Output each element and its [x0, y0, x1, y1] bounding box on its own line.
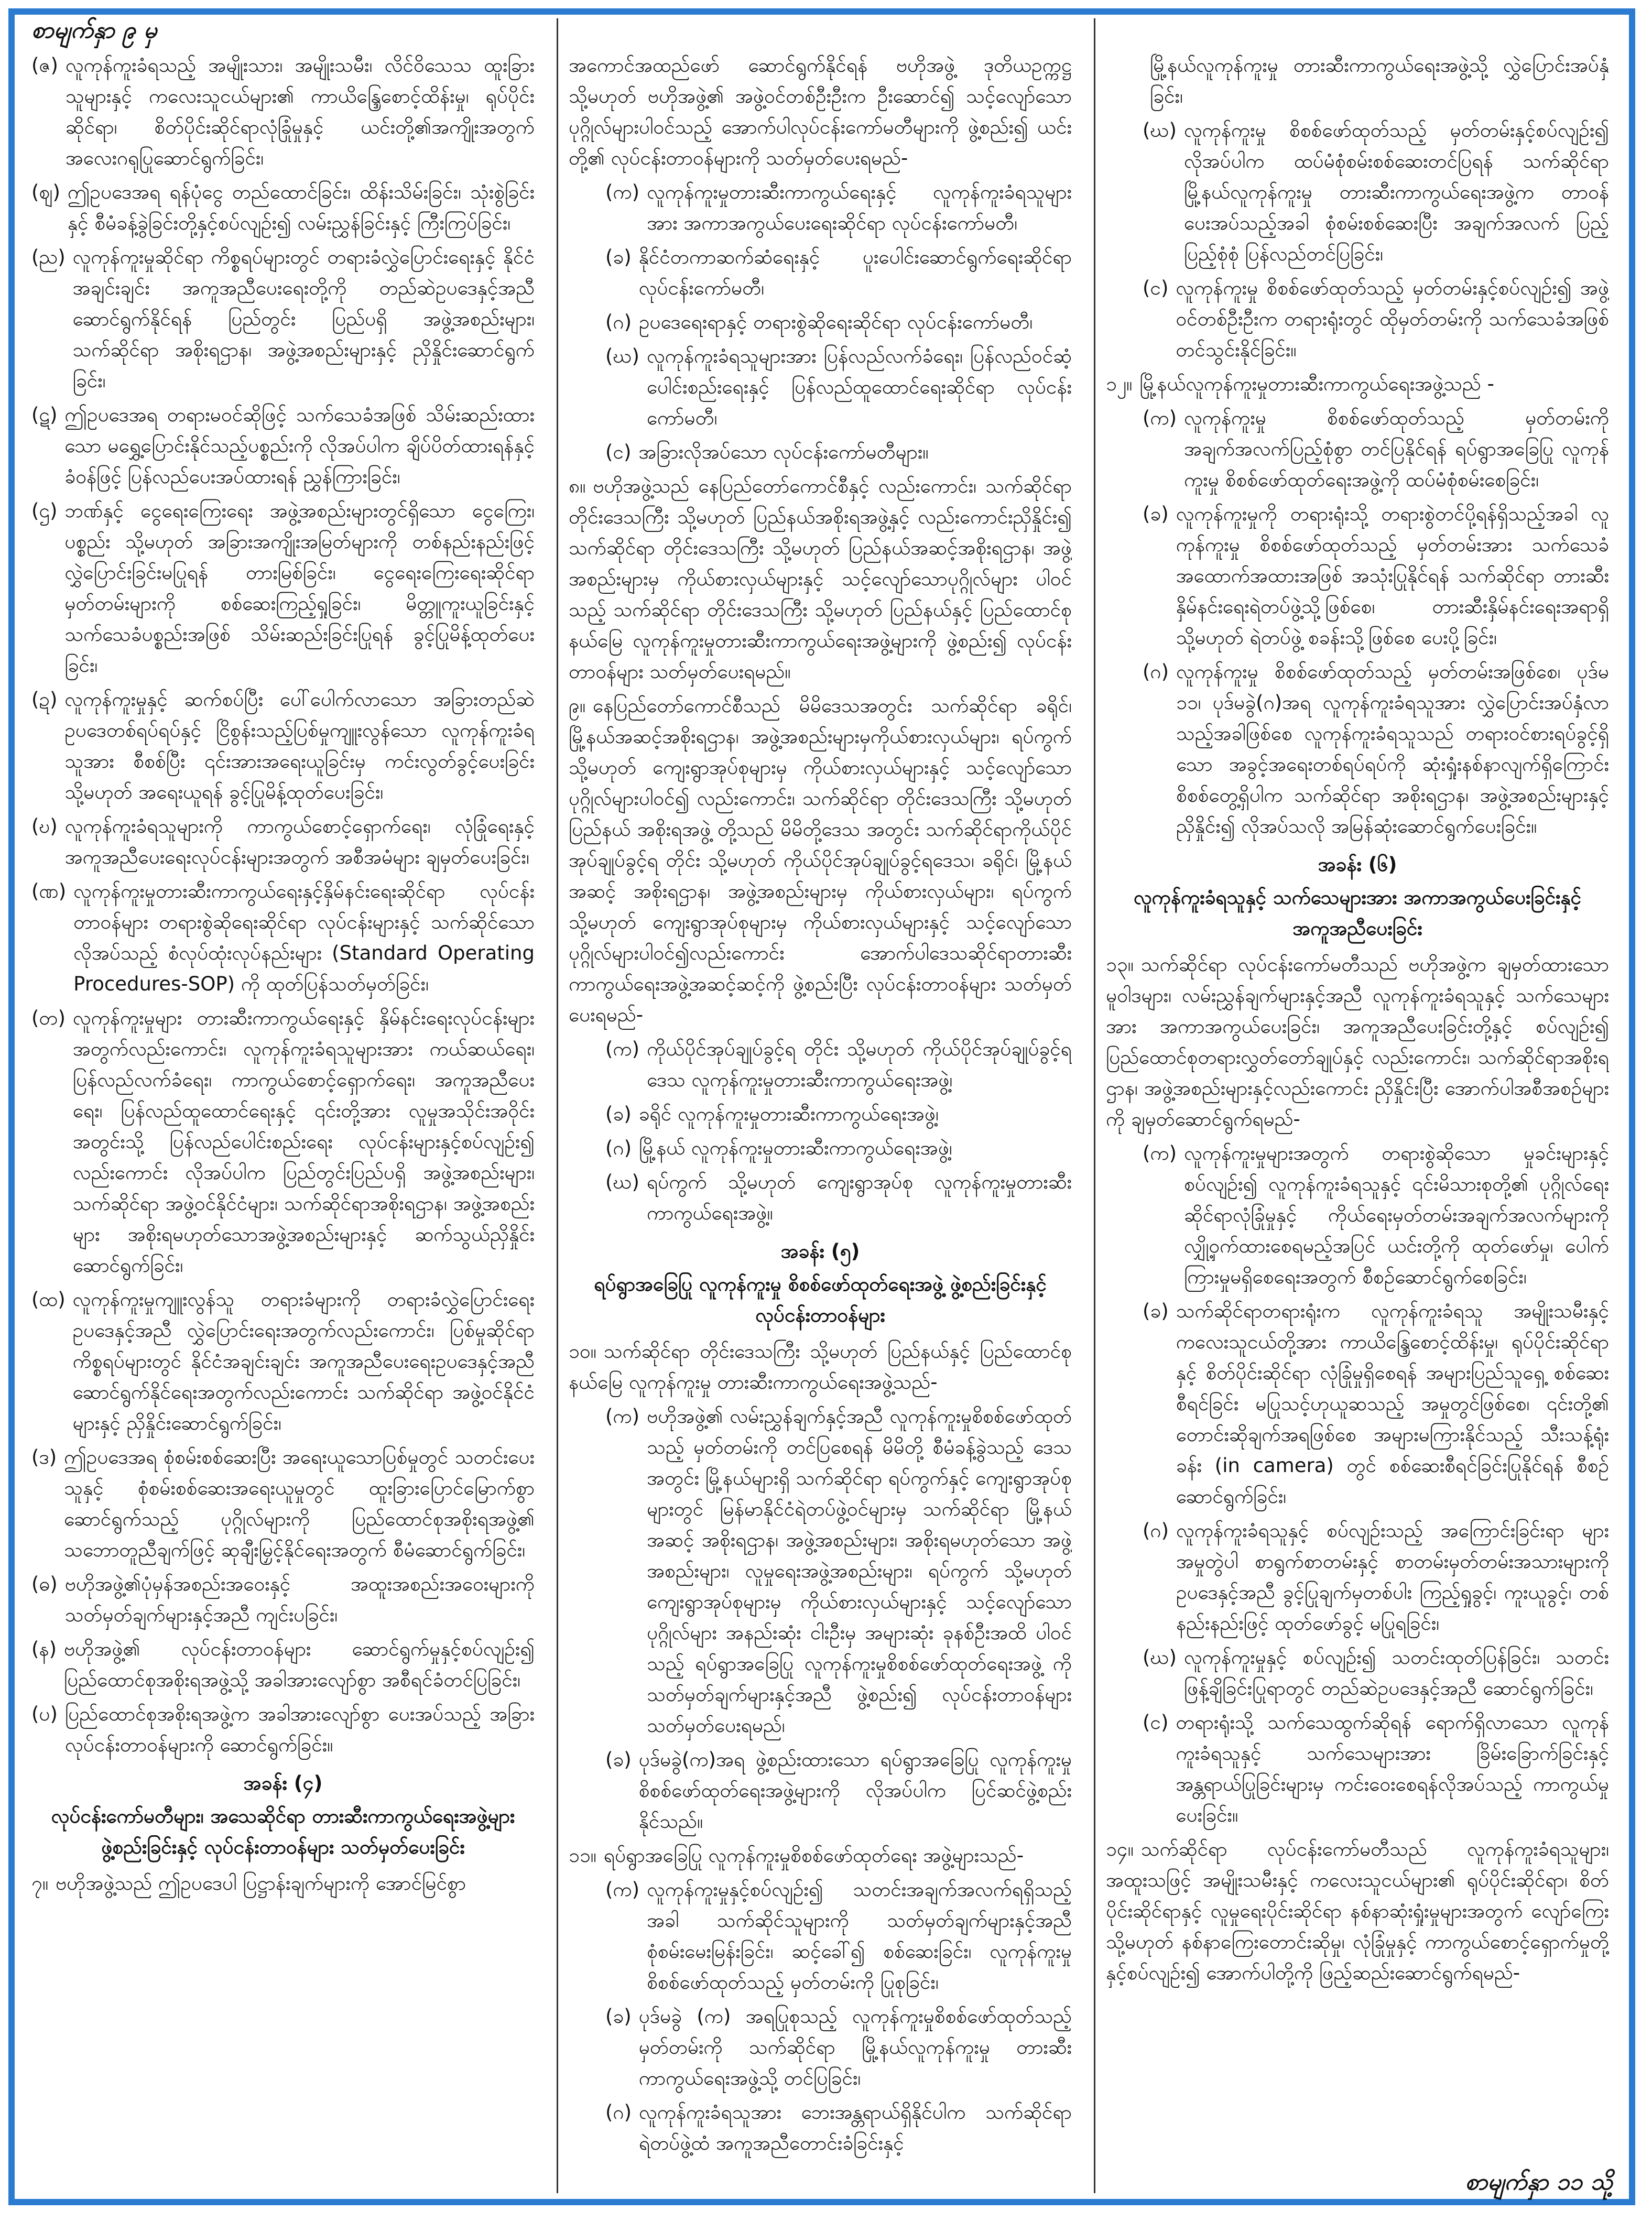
clause-text: ခရိုင် လူကုန်ကူးမှုတားဆီးကာကွယ်ရေးအဖွဲ့၊ [638, 1103, 939, 1125]
clause-item [1106, 1515, 1609, 1639]
clause-marker: (ဃ) [605, 345, 639, 367]
clause-item [569, 1098, 1072, 1129]
clause-text: ဤဥပဒေအရ တရားမဝင်ဆိုဖြင့် သက်သေခံအဖြစ် သိမ်းဆည်းထားသော မရွှေ့ပြောင်းနိုင်သည့်ပစ္စည်းကို လိုအပ်ပါက ချိပ်ပိတ်ထားရန်နှင့် ခံဝန်ဖြင့် ပြန်လည်ပေးအပ်ထားရန် ညွှန်ကြားခြင်း၊ [64, 404, 535, 488]
column-divider [557, 18, 558, 2193]
clause-item [569, 1167, 1072, 1228]
clause-text: ဘဏ်နှင့် ငွေရေးကြေးရေး အဖွဲ့အစည်းများတွင်ရှိသော ငွေကြေး၊ ပစ္စည်း သို့မဟုတ် အခြားအကျိုးအမြတ်များကို တစ်နည်းနည်းဖြင့် လွှဲပြောင်းခြင်းမပြုရန် တားမြစ်ခြင်း၊ ငွေရေးကြေးရေးဆိုင်ရာ မှတ်တမ်းများကို စစ်ဆေးကြည့်ရှုခြင်း၊ မိတ္တူကူးယူခြင်းနှင့် သက်သေခံပစ္စည်းအဖြစ် သိမ်းဆည်းခြင်းပြုရန် ခွင့်ပြုမိန့်ထုတ်ပေးခြင်း၊ [64, 499, 535, 677]
clause-marker: (ခ) [605, 246, 632, 268]
section-text: မြို့နယ်လူကုန်ကူးမှုတားဆီးကာကွယ်ရေးအဖွဲ့သည် - [1139, 373, 1494, 395]
clause-list [569, 1033, 1072, 1228]
clause-marker: (က) [605, 1038, 640, 1060]
clause-item [31, 1442, 535, 1565]
section-text: သက်ဆိုင်ရာ လုပ်ငန်းကော်မတီသည် လူကုန်ကူးခံရသူများ၊ အထူးသဖြင့် အမျိုးသမီးနှင့် ကလေးသူငယ်များ၏ ရုပ်ပိုင်းဆိုင်ရာ၊ စိတ်ပိုင်းဆိုင်ရာနှင့် လူမှုရေးပိုင်းဆိုင်ရာ နစ်နာဆုံးရှုံးမှုများအတွက် လျော်ကြေး သို့မဟုတ် နစ်နာကြေးတောင်းဆိုမှု၊ လုံခြုံမှုနှင့် ကာကွယ်စောင့်ရှောက်မှုတို့နှင့်စပ်လျဉ်း၍ အောက်ပါတို့ကို ဖြည့်ဆည်းဆောင်ရွက်ရမည်- [1106, 1838, 1609, 1984]
clause-text: ပြည်ထောင်စုအစိုးရအဖွဲ့က အခါအားလျော်စွာ ပေးအပ်သည့် အခြားလုပ်ငန်းတာဝန်များကို ဆောင်ရွက်ခြင်း။ [64, 1703, 535, 1756]
clause-item [31, 1633, 535, 1695]
clause-item [31, 1003, 535, 1281]
clause-item [569, 177, 1072, 238]
clause-marker: (ည) [31, 246, 66, 268]
clause-marker: (ဈ) [31, 181, 60, 203]
clause-text: ကိုယ်ပိုင်အုပ်ချုပ်ခွင့်ရ တိုင်း သို့မဟုတ် ကိုယ်ပိုင်အုပ်ချုပ်ခွင့်ရဒေသ လူကုန်ကူးမှုတားဆီးကာကွယ်ရေးအဖွဲ့၊ [647, 1038, 1072, 1091]
clause-marker: (ဃ) [605, 1171, 639, 1193]
clause-text: လူကုန်ကူးခံရသူများအား ပြန်လည်လက်ခံရေး၊ ပြန်လည်ဝင်ဆံ့ပေါင်းစည်းရေးနှင့် ပြန်လည်ထူထောင်ရေးဆိုင်ရာ လုပ်ငန်းကော်မတီ၊ [646, 345, 1072, 429]
clause-marker: (ဏ) [31, 880, 67, 902]
clause-item [1106, 50, 1609, 112]
clause-marker: (ဌ) [31, 499, 58, 522]
clause-text: မြို့နယ်လူကုန်ကူးမှု တားဆီးကာကွယ်ရေးအဖွဲ့သို့ လွှဲပြောင်းအပ်နှံခြင်း၊ [1150, 54, 1609, 107]
clause-item [569, 307, 1072, 337]
clause-item [1106, 656, 1609, 842]
clause-marker: (ဓ) [31, 1573, 58, 1595]
clause-text: လူကုန်ကူးမှု စိစစ်ဖော်ထုတ်သည့် မှတ်တမ်းကို အချက်အလက်ပြည့်စုံစွာ တင်ပြနိုင်ရန် ရပ်ရွာအခြေပြု လူကုန်ကူးမှု စိစစ်ဖော်ထုတ်ရေးအဖွဲ့ကို ထပ်မံစုံစမ်းစေခြင်း၊ [1184, 407, 1609, 491]
clause-text: လူကုန်ကူးခံရသူနှင့် စပ်လျဉ်းသည့် အကြောင်းခြင်းရာ များ အမှုတွဲပါ စာရွက်စာတမ်းနှင့် စာတမ်းမှတ်တမ်းအသားများကို ဥပဒေနှင့်အညီ ခွင့်ပြုချက်မှတစ်ပါး ကြည့်ရှုခွင့်၊ ကူးယူခွင့်၊ တစ်နည်းနည်းဖြင့် ထုတ်ဖော်ခွင့် မပြုရခြင်း၊ [1176, 1519, 1609, 1635]
clause-list [569, 1874, 1072, 2159]
section-text: နေပြည်တော်ကောင်စီသည် မိမိဒေသအတွင်း သက်ဆိုင်ရာ ခရိုင်၊ မြို့နယ်အဆင့်အစိုးရဌာန၊ အဖွဲ့အစည်းများမှကိုယ်စားလှယ်များ၊ ရပ်ကွက် သို့မဟုတ် ကျေးရွာအုပ်စုများမှ ကိုယ်စားလှယ်များနှင့် သင့်လျော်သော ပုဂ္ဂိုလ်များပါဝင်၍ လည်းကောင်း၊ သက်ဆိုင်ရာ တိုင်းဒေသကြီး သို့မဟုတ် ပြည်နယ် အစိုးရအဖွဲ့ တို့သည် မိမိတို့ဒေသ အတွင်း သက်ဆိုင်ရာကိုယ်ပိုင်အုပ်ချုပ်ခွင့်ရ တိုင်း သို့မဟုတ် ကိုယ်ပိုင်အုပ်ချုပ်ခွင့်ရဒေသ၊ ခရိုင်၊ မြို့နယ်အဆင့် အစိုးရဌာန၊ အဖွဲ့အစည်းများမှ ကိုယ်စားလှယ်များ၊ ရပ်ကွက် သို့မဟုတ် ကျေးရွာအုပ်စုများမှ ကိုယ်စားလှယ်များနှင့် သင့်လျော်သောပုဂ္ဂိုလ်များပါဝင်၍လည်းကောင်း အောက်ပါဒေသဆိုင်ရာတားဆီးကာကွယ်ရေးအဖွဲ့အဆင့်ဆင့်ကို ဖွဲ့စည်းပြီး လုပ်ငန်းတာဝန်များ သတ်မှတ်ပေးရမည်- [569, 694, 1072, 1026]
clause-text: လူကုန်ကူးမှု စိစစ်ဖော်ထုတ်သည့် မှတ်တမ်းနှင့်စပ်လျဉ်း၍ အဖွဲ့ဝင်တစ်ဦးဦးက တရားရုံးတွင် ထိုမှတ်တမ်းကို သက်သေခံအဖြစ် တင်သွင်းနိုင်ခြင်း။ [1176, 277, 1609, 361]
clause-item [1106, 1642, 1609, 1704]
clause-text: လူကုန်ကူးမှုတားဆီးကာကွယ်ရေးနှင့်နှိမ်နင်းရေးဆိုင်ရာ လုပ်ငန်းတာဝန်များ တရားစွဲဆိုရေးဆိုင်ရာ လုပ်ငန်းများနှင့် သက်ဆိုင်သော လိုအပ်သည့် စံလုပ်ထုံးလုပ်နည်းများ (Standard Operating Procedures-SOP) ကို ထုတ်ပြန်သတ်မှတ်ခြင်း၊ [73, 880, 535, 995]
clause-marker: (ဃ) [1143, 119, 1177, 141]
clause-text: လူကုန်ကူးမှု စိစစ်ဖော်ထုတ်သည့် မှတ်တမ်းနှင့်စပ်လျဉ်း၍ လိုအပ်ပါက ထပ်မံစုံစမ်းစစ်ဆေးတင်ပြရန် သက်ဆိုင်ရာ မြို့နယ်လူကုန်ကူးမှု တားဆီးကာကွယ်ရေးအဖွဲ့က တာဝန်ပေးအပ်သည့်အခါ စုံစမ်းစစ်ဆေးပြီး အချက်အလက် ပြည့်ပြည့်စုံစုံ ပြန်လည်တင်ပြခြင်း၊ [1183, 119, 1609, 265]
clause-marker: (ဃ) [1143, 1646, 1177, 1669]
clause-text: တရားရုံးသို့ သက်သေထွက်ဆိုရန် ရောက်ရှိလာသော လူကုန်ကူးခံရသူနှင့် သက်သေများအား ခြိမ်းခြောက်ခြင်းနှင့် အန္တရာယ်ပြုခြင်းများမှ ကင်းဝေးစေရန်လိုအပ်သည့် ကာကွယ်မှုပေးခြင်း။ [1176, 1711, 1609, 1826]
clause-marker: (က) [1143, 1142, 1177, 1164]
clause-marker: (ဂ) [1143, 660, 1169, 683]
clause-marker: (ဂ) [605, 2101, 632, 2123]
clause-item [31, 495, 535, 681]
section-14 [1106, 1834, 1609, 1988]
clause-list [569, 1401, 1072, 1837]
section-text: ဗဟိုအဖွဲ့သည် နေပြည်တော်ကောင်စီနှင့် လည်းကောင်း၊ သက်ဆိုင်ရာ တိုင်းဒေသကြီး သို့မဟုတ် ပြည်နယ်အစိုးရအဖွဲ့နှင့် လည်းကောင်းညှိနှိုင်း၍ သက်ဆိုင်ရာ တိုင်းဒေသကြီး သို့မဟုတ် ပြည်နယ်အဆင့်အစိုးရဌာန၊ အဖွဲ့အစည်းများမှ ကိုယ်စားလှယ်များနှင့် သင့်လျော်သောပုဂ္ဂိုလ်များ ပါဝင်သည့် သက်ဆိုင်ရာ တိုင်းဒေသကြီး သို့မဟုတ် ပြည်နယ်နှင့် ပြည်ထောင်စုနယ်မြေ လူကုန်ကူးမှုတားဆီးကာကွယ်ရေးအဖွဲ့များကို ဖွဲ့စည်း၍ လုပ်ငန်းတာဝန်များ သတ်မှတ်ပေးရမည်။ [569, 475, 1072, 683]
clause-marker: (ဂ) [605, 311, 632, 333]
section-text: သက်ဆိုင်ရာ လုပ်ငန်းကော်မတီသည် ဗဟိုအဖွဲ့က ချမှတ်ထားသော မူဝါဒများ၊ လမ်းညွှန်ချက်များနှင့်အညီ လူကုန်ကူးခံရသူနှင့် သက်သေများအား အကာအကွယ်ပေးခြင်း၊ အကူအညီပေးခြင်းတို့နှင့် စပ်လျဉ်း၍ ပြည်ထောင်စုတရားလွှတ်တော်ချုပ်နှင့် လည်းကောင်း၊ သက်ဆိုင်ရာအစိုးရဌာန၊ အဖွဲ့အစည်းများနှင့်လည်းကောင်း ညှိနှိုင်းပြီး အောက်ပါအစီအစဉ်များကို ချမှတ်ဆောင်ရွက်ရမည်- [1106, 953, 1609, 1130]
clause-item [1106, 402, 1609, 495]
clause-text: ပုဒ်မခွဲ (က) အရပြုစုသည့် လူကုန်ကူးမှုစိစစ်ဖော်ထုတ်သည့် မှတ်တမ်းကို သက်ဆိုင်ရာ မြို့နယ်လူကုန်ကူးမှု တားဆီးကာကွယ်ရေးအဖွဲ့သို့ တင်ပြခြင်း၊ [638, 2005, 1072, 2089]
clause-marker: (ခ) [605, 2005, 632, 2028]
clause-marker: (က) [605, 1878, 640, 1901]
clause-item [569, 242, 1072, 303]
section-11 [569, 1840, 1072, 1871]
clause-text: ဥပဒေရေးရာနှင့် တရားစွဲဆိုရေးဆိုင်ရာ လုပ်ငန်းကော်မတီ၊ [639, 311, 1033, 333]
clause-item [31, 811, 535, 873]
clause-marker: (ခ) [605, 1748, 632, 1771]
page-continued-from: စာမျက်နှာ ၉ မှ [31, 17, 157, 43]
clause-item [569, 1874, 1072, 1998]
clause-item [31, 177, 535, 238]
clause-marker: (ဂ) [605, 1137, 632, 1159]
clause-item [31, 684, 535, 808]
clause-marker: (ဇ) [31, 54, 58, 77]
clause-marker: (င) [1143, 277, 1169, 299]
clause-marker: (ဂ) [1143, 1519, 1169, 1542]
column-1 [31, 50, 535, 2177]
clause-item [569, 341, 1072, 433]
section-13 [1106, 949, 1609, 1135]
section-number: ၁၄။ [1106, 1838, 1134, 1860]
clause-marker: (ခ) [605, 1103, 632, 1125]
clause-text: လူကုန်ကူးမှုနှင့်စပ်လျဉ်း၍ သတင်းအချက်အလက်ရရှိသည့်အခါ သက်ဆိုင်သူများကို သတ်မှတ်ချက်များနှင့်အညီ စုံစမ်းမေးမြန်းခြင်း၊ ဆင့်ခေါ်၍ စစ်ဆေးခြင်း၊ လူကုန်ကူးမှု စိစစ်ဖော်ထုတ်သည့် မှတ်တမ်းကို ပြုစုခြင်း၊ [647, 1878, 1072, 1994]
section-text: ဗဟိုအဖွဲ့သည် ဤဥပဒေပါ ပြဋ္ဌာန်းချက်များကို အောင်မြင်စွာ [56, 1872, 466, 1894]
clause-item [1106, 1138, 1609, 1292]
clause-text: လူကုန်ကူးမှု စိစစ်ဖော်ထုတ်သည့် မှတ်တမ်းအဖြစ်စေ၊ ပုဒ်မ ၁၁၊ ပုဒ်မခွဲ(ဂ)အရ လူကုန်ကူးခံရသူအား လွှဲပြောင်းအပ်နှံလာသည့်အခါဖြစ်စေ လူကုန်ကူးခံရသူသည် တရားဝင်စားရပ်ခွင့်ရှိသော အခွင့်အရေးတစ်ရပ်ရပ်ကို ဆုံးရှုံးနစ်နာလျက်ရှိကြောင်း စိစစ်တွေ့ရှိပါက သက်ဆိုင်ရာ အစိုးရဌာန၊ အဖွဲ့အစည်းများနှင့်ညှိနှိုင်း၍ လိုအပ်သလို အမြန်ဆုံးဆောင်ရွက်ပေးခြင်း။ [1176, 660, 1609, 837]
clause-item [31, 242, 535, 396]
clause-item [569, 1744, 1072, 1837]
clause-item [569, 1033, 1072, 1095]
section-number: ၁၁။ [569, 1844, 596, 1867]
clause-marker: (င) [1143, 1711, 1169, 1734]
clause-marker: (က) [605, 181, 640, 203]
section-12 [1106, 368, 1609, 399]
clause-marker: (ထ) [31, 1288, 66, 1311]
clause-marker: (က) [605, 1405, 640, 1428]
clause-text: လူကုန်ကူးမှုကျူးလွန်သူ တရားခံများကို တရားခံလွှဲပြောင်းရေးဥပဒေနှင့်အညီ လွှဲပြောင်းရေးအတွက်လည်းကောင်း၊ ပြစ်မှုဆိုင်ရာကိစ္စရပ်များတွင် နိုင်ငံအချင်းချင်း အကူအညီပေးရေးဥပဒေနှင့်အညီ ဆောင်ရွက်နိုင်ရေးအတွက်လည်းကောင်း သက်ဆိုင်ရာ အဖွဲ့ဝင်နိုင်ငံများနှင့် ညှိနှိုင်းဆောင်ရွက်ခြင်း၊ [72, 1288, 535, 1434]
clause-marker: (တ) [31, 1007, 66, 1029]
clause-marker: (ခ) [1143, 503, 1169, 525]
clause-text: ရပ်ကွက် သို့မဟုတ် ကျေးရွာအုပ်စု လူကုန်ကူးမှုတားဆီးကာကွယ်ရေးအဖွဲ့။ [646, 1171, 1072, 1224]
clause-text: မြို့နယ် လူကုန်ကူးမှုတားဆီးကာကွယ်ရေးအဖွဲ့၊ [639, 1137, 952, 1159]
clause-text: သက်ဆိုင်ရာတရားရုံးက လူကုန်ကူးခံရသူ အမျိုးသမီးနှင့် ကလေးသူငယ်တို့အား ကာယိန္ဒြေစောင့်ထိန်းမှု၊ ရုပ်ပိုင်းဆိုင်ရာနှင့် စိတ်ပိုင်းဆိုင်ရာ လုံခြုံမှုရှိစေရန် အများပြည်သူရှေ့ စစ်ဆေးစီရင်ခြင်း မပြုသင့်ဟုယူဆသည့် အမှုတွင်ဖြစ်စေ၊ ၎င်းတို့၏ တောင်းဆိုချက်အရဖြစ်စေ အများမကြားနိုင်သည့် သီးသန့်ရုံးခန်း (in camera) တွင် စစ်ဆေးစီရင်ခြင်းပြုနိုင်ရန် စီစဉ်ဆောင်ရွက်ခြင်း၊ [1176, 1300, 1609, 1508]
clause-text: လူကုန်ကူးခံရသူအား ဘေးအန္တရာယ်ရှိနိုင်ပါက သက်ဆိုင်ရာရဲတပ်ဖွဲ့ထံ အကူအညီတောင်းခံခြင်းနှင့် [639, 2101, 1072, 2154]
section-number: ၇။ [31, 1872, 49, 1894]
clause-marker: (ဒ) [31, 1446, 57, 1468]
section-number: ၁၀။ [569, 1340, 596, 1363]
column-2 [569, 50, 1072, 2177]
clause-item [31, 1284, 535, 1439]
clause-item [569, 2097, 1072, 2159]
section-text: ရပ်ရွာအခြေပြု လူကုန်ကူးမှုစိစစ်ဖော်ထုတ်ရေး အဖွဲ့များသည်- [603, 1844, 1024, 1867]
section-number: ၉။ [569, 694, 586, 717]
chapter-heading: အခန်း (၆) [1318, 853, 1397, 876]
clause-item [31, 1698, 535, 1760]
clause-list [1106, 402, 1609, 842]
clause-text: လူကုန်ကူးမှုနှင့် စပ်လျဉ်း၍ သတင်းထုတ်ပြန်ခြင်း၊ သတင်းဖြန့်ချိခြင်းပြုရာတွင် တည်ဆဲဥပဒေနှင့်အညီ ဆောင်ရွက်ခြင်း၊ [1183, 1646, 1609, 1700]
clause-text: လူကုန်ကူးမှုဆိုင်ရာ ကိစ္စရပ်များတွင် တရားခံလွှဲပြောင်းရေးနှင့် နိုင်ငံအချင်းချင်း အကူအညီပေးရေးတို့ကို တည်ဆဲဥပဒေနှင့်အညီ ဆောင်ရွက်နိုင်ရန် ပြည်တွင်း ပြည်ပရှိ အဖွဲ့အစည်းများ၊ သက်ဆိုင်ရာ အစိုးရဌာန၊ အဖွဲ့အစည်းများနှင့် ညှိနှိုင်းဆောင်ရွက်ခြင်း၊ [72, 246, 535, 392]
clause-text: ပုဒ်မခွဲ(က)အရ ဖွဲ့စည်းထားသော ရပ်ရွာအခြေပြု လူကုန်ကူးမှု စိစစ်ဖော်ထုတ်ရေးအဖွဲ့များကို လိုအပ်ပါက ပြင်ဆင်ဖွဲ့စည်းနိုင်သည်။ [638, 1748, 1072, 1833]
clause-text: လူကုန်ကူးမှုများအတွက် တရားစွဲဆိုသော မှုခင်းများနှင့် စပ်လျဉ်း၍ လူကုန်ကူးခံရသူနှင့် ၎င်းမိသားစုတို့၏ ပုဂ္ဂိုလ်ရေးဆိုင်ရာလုံခြုံမှုနှင့် ကိုယ်ရေးမှတ်တမ်းအချက်အလက်များကို လျှို့ဝှက်ထားစေရမည့်အပြင် ယင်းတို့ကို ထုတ်ဖော်မှု၊ ပေါက်ကြားမှုမရှိစေရေးအတွက် စီစဉ်ဆောင်ရွက်စေခြင်း၊ [1184, 1142, 1609, 1288]
clause-marker: (ဎ) [31, 815, 58, 837]
clause-item [1106, 273, 1609, 365]
clause-text: ဤဥပဒေအရ စုံစမ်းစစ်ဆေးပြီး အရေးယူသောပြစ်မှုတွင် သတင်းပေးသူနှင့် စုံစမ်းစစ်ဆေးအရေးယူမှုတွင် ထူးခြားပြောင်မြောက်စွာ ဆောင်ရွက်သည့် ပုဂ္ဂိုလ်များကို ပြည်ထောင်စုအစိုးရအဖွဲ့၏ သဘောတူညီချက်ဖြင့် ဆုချီးမြှင့်နိုင်ရေးအတွက် စီမံဆောင်ရွက်ခြင်း၊ [64, 1446, 535, 1561]
clause-item [569, 1401, 1072, 1741]
clause-item [569, 437, 1072, 467]
clause-item [31, 399, 535, 492]
clause-list [569, 177, 1072, 467]
clause-text: ဗဟိုအဖွဲ့၏ လမ်းညွှန်ချက်နှင့်အညီ လူကုန်ကူးမှုစိစစ်ဖော်ထုတ်သည့် မှတ်တမ်းကို တင်ပြစေရန် မိမိတို့ စီမံခန့်ခွဲသည့် ဒေသအတွင်း မြို့နယ်များရှိ သက်ဆိုင်ရာ ရပ်ကွက်နှင့် ကျေးရွာအုပ်စုများတွင် မြန်မာနိုင်ငံရဲတပ်ဖွဲ့ဝင်များမှ သက်ဆိုင်ရာ မြို့နယ်အဆင့် အစိုးရဌာန၊ အဖွဲ့အစည်းများ၊ အစိုးရမဟုတ်သော အဖွဲ့အစည်းများ၊ လူမှုရေးအဖွဲ့အစည်းများ၊ ရပ်ကွက် သို့မဟုတ် ကျေးရွာအုပ်စုများမှ ကိုယ်စားလှယ်များနှင့် သင့်လျော်သော ပုဂ္ဂိုလ်များ အနည်းဆုံး ငါးဦးမှ အများဆုံး ခုနစ်ဦးအထိ ပါဝင်သည့် ရပ်ရွာအခြေပြု လူကုန်ကူးမှုစိစစ်ဖော်ထုတ်ရေးအဖွဲ့ ကို သတ်မှတ်ချက်များနှင့်အညီ ဖွဲ့စည်း၍ လုပ်ငန်းတာဝန်များ သတ်မှတ်ပေးရမည်၊ [647, 1405, 1072, 1737]
clause-marker: (ဋ) [31, 404, 58, 426]
section-10 [569, 1336, 1072, 1398]
clause-marker: (န) [31, 1638, 57, 1660]
clause-text: လူကုန်ကူးမှုနှင့် ဆက်စပ်ပြီး ပေါ်ပေါက်လာသော အခြားတည်ဆဲ ဥပဒေတစ်ရပ်ရပ်နှင့် ငြိစွန်းသည့်ပြစ်မှုကျူးလွန်သော လူကုန်ကူးခံရသူအား စီစစ်ပြီး ၎င်းအားအရေးယူခြင်းမှ ကင်းလွတ်ခွင့်ပေးခြင်း သို့မဟုတ် အရေးယူရန် ခွင့်ပြုမိန့်ထုတ်ပေးခြင်း၊ [64, 688, 535, 803]
clause-text: လူကုန်ကူးခံရသူများကို ကာကွယ်စောင့်ရှောက်ရေး၊ လုံခြုံရေးနှင့် အကူအညီပေးရေးလုပ်ငန်းများအတွက် အစီအမံများ ချမှတ်ပေးခြင်း၊ [64, 815, 535, 868]
chapter-title: ရပ်ရွာအခြေပြု လူကုန်ကူးမှု စိစစ်ဖော်ထုတ်ရေးအဖွဲ့ ဖွဲ့စည်းခြင်းနှင့် လုပ်ငန်းတာဝန်များ [594, 1273, 1047, 1326]
section-8 [569, 471, 1072, 687]
clause-item [1106, 115, 1609, 269]
clause-marker: (က) [1143, 407, 1177, 429]
section-number: ၈။ [569, 475, 586, 497]
clause-marker: (ခ) [1143, 1300, 1169, 1322]
clause-marker: (ပ) [31, 1703, 58, 1725]
clause-text: ဗဟိုအဖွဲ့၏ လုပ်ငန်းတာဝန်များ ဆောင်ရွက်မှုနှင့်စပ်လျဉ်း၍ ပြည်ထောင်စုအစိုးရအဖွဲ့သို့ အခါအားလျော်စွာ အစီရင်ခံတင်ပြခြင်း၊ [64, 1638, 535, 1691]
page-continued-to: စာမျက်နှာ ၁၁ သို့ [1465, 2169, 1613, 2195]
clause-item [31, 1569, 535, 1630]
clause-text: လူကုန်ကူးမှုကို တရားရုံးသို့ တရားစွဲတင်ပို့ရန်ရှိသည့်အခါ လူကုန်ကူးမှု စိစစ်ဖော်ထုတ်သည့် မှတ်တမ်းအား သက်သေခံအထောက်အထားအဖြစ် အသုံးပြုနိုင်ရန် သက်ဆိုင်ရာ တားဆီးနှိမ်နင်းရေးရဲတပ်ဖွဲ့သို့ဖြစ်စေ၊ တားဆီးနှိမ်နင်းရေးအရာရှိ သို့မဟုတ် ရဲတပ်ဖွဲ့ စခန်းသို့ဖြစ်စေ ပေးပို့ခြင်း၊ [1176, 503, 1609, 649]
clause-item [569, 1132, 1072, 1163]
chapter-heading: အခန်း (၅) [780, 1240, 860, 1262]
clause-list [31, 50, 535, 1760]
clause-list [1106, 50, 1609, 365]
clause-item [1106, 498, 1609, 653]
column-3 [1106, 50, 1609, 2177]
clause-text: လူကုန်ကူးခံရသည့် အမျိုးသား၊ အမျိုးသမီး၊ လိင်ဝိသေသ ထူးခြားသူများနှင့် ကလေးသူငယ်များ၏ ကာယိန္ဒြေစောင့်ထိန်းမှု၊ ရုပ်ပိုင်းဆိုင်ရာ၊ စိတ်ပိုင်းဆိုင်ရာလုံခြုံမှုနှင့် ယင်းတို့၏အကျိုးအတွက် အလေးဂရုပြုဆောင်ရွက်ခြင်း၊ [65, 54, 535, 169]
clause-marker: (င) [605, 441, 632, 463]
section-text: သက်ဆိုင်ရာ တိုင်းဒေသကြီး သို့မဟုတ် ပြည်နယ်နှင့် ပြည်ထောင်စုနယ်မြေ လူကုန်ကူးမှု တားဆီးကာကွယ်ရေးအဖွဲ့သည်- [569, 1340, 1072, 1393]
clause-list [1106, 1138, 1609, 1831]
clause-item [31, 876, 535, 999]
clause-text: ဤဥပဒေအရ ရန်ပုံငွေ တည်ထောင်ခြင်း၊ ထိန်းသိမ်းခြင်း၊ သုံးစွဲခြင်းနှင့် စီမံခန့်ခွဲခြင်းတို့နှင့်စပ်လျဉ်း၍ လမ်းညွှန်ခြင်းနှင့် ကြီးကြပ်ခြင်း၊ [67, 181, 535, 234]
section-number: ၁၂။ [1106, 373, 1133, 395]
section-number: ၁၃။ [1106, 953, 1134, 976]
chapter-title: လူကုန်ကူးခံရသူနှင့် သက်သေများအား အကာအကွယ်ပေးခြင်းနှင့် အကူအညီပေးခြင်း [1133, 886, 1582, 940]
clause-item [1106, 1707, 1609, 1831]
clause-text: လူကုန်ကူးမှုတားဆီးကာကွယ်ရေးနှင့် လူကုန်ကူးခံရသူများအား အကာအကွယ်ပေးရေးဆိုင်ရာ လုပ်ငန်းကော်မတီ၊ [647, 181, 1072, 234]
section-7-continued: အကောင်အထည်ဖော် ဆောင်ရွက်နိုင်ရန် ဗဟိုအဖွဲ့ ဒုတိယဥက္ကဋ္ဌ သို့မဟုတ် ဗဟိုအဖွဲ့၏ အဖွဲ့ဝင်တစ်ဦးဦးက ဦးဆောင်၍ သင့်လျော်သော ပုဂ္ဂိုလ်များပါဝင်သည့် အောက်ပါလုပ်ငန်းကော်မတီများကို ဖွဲ့စည်း၍ ယင်းတို့၏ လုပ်ငန်းတာဝန်များကို သတ်မှတ်ပေးရမည်- [569, 54, 1072, 169]
section-9 [569, 690, 1072, 1030]
chapter-title: လုပ်ငန်းကော်မတီများ၊ အသေဆိုင်ရာ တားဆီးကာကွယ်ရေးအဖွဲ့များ ဖွဲ့စည်းခြင်းနှင့် လုပ်ငန်းတာဝန်များ သတ်မှတ်ပေးခြင်း [51, 1805, 515, 1858]
clause-text: အခြားလိုအပ်သော လုပ်ငန်းကော်မတီများ။ [638, 441, 929, 463]
clause-item [1106, 1295, 1609, 1512]
clause-item [569, 2001, 1072, 2094]
clause-text: နိုင်ငံတကာဆက်ဆံရေးနှင့် ပူးပေါင်းဆောင်ရွက်ရေးဆိုင်ရာ လုပ်ငန်းကော်မတီ၊ [638, 246, 1072, 299]
clause-marker: (ဍ) [31, 688, 58, 711]
clause-item [31, 50, 535, 173]
column-divider [1094, 18, 1095, 2193]
clause-text: ဗဟိုအဖွဲ့၏ပုံမှန်အစည်းအဝေးနှင့် အထူးအစည်းအဝေးများကို သတ်မှတ်ချက်များနှင့်အညီ ကျင်းပခြင်း၊ [64, 1573, 535, 1626]
section-7 [31, 1868, 535, 1899]
clause-text: လူကုန်ကူးမှုများ တားဆီးကာကွယ်ရေးနှင့် နှိမ်နင်းရေးလုပ်ငန်းများအတွက်လည်းကောင်း၊ လူကုန်ကူးခံရသူများအား ကယ်ဆယ်ရေး၊ ပြန်လည်လက်ခံရေး၊ ကာကွယ်စောင့်ရှောက်ရေး၊ အကူအညီပေးရေး၊ ပြန်လည်ထူထောင်ရေးနှင့် ၎င်းတို့အား လူမှုအသိုင်းအဝိုင်းအတွင်းသို့ ပြန်လည်ပေါင်းစည်းရေး လုပ်ငန်းများနှင့်စပ်လျဉ်း၍ လည်းကောင်း လိုအပ်ပါက ပြည်တွင်းပြည်ပရှိ အဖွဲ့အစည်းများ၊ သက်ဆိုင်ရာ အဖွဲ့ဝင်နိုင်ငံများ၊ သက်ဆိုင်ရာအစိုးရဌာန၊ အဖွဲ့အစည်းများ အစိုးရမဟုတ်သောအဖွဲ့အစည်းများနှင့် ဆက်သွယ်ညှိနှိုင်းဆောင်ရွက်ခြင်း၊ [72, 1007, 535, 1277]
chapter-heading: အခန်း (၄) [243, 1772, 323, 1794]
